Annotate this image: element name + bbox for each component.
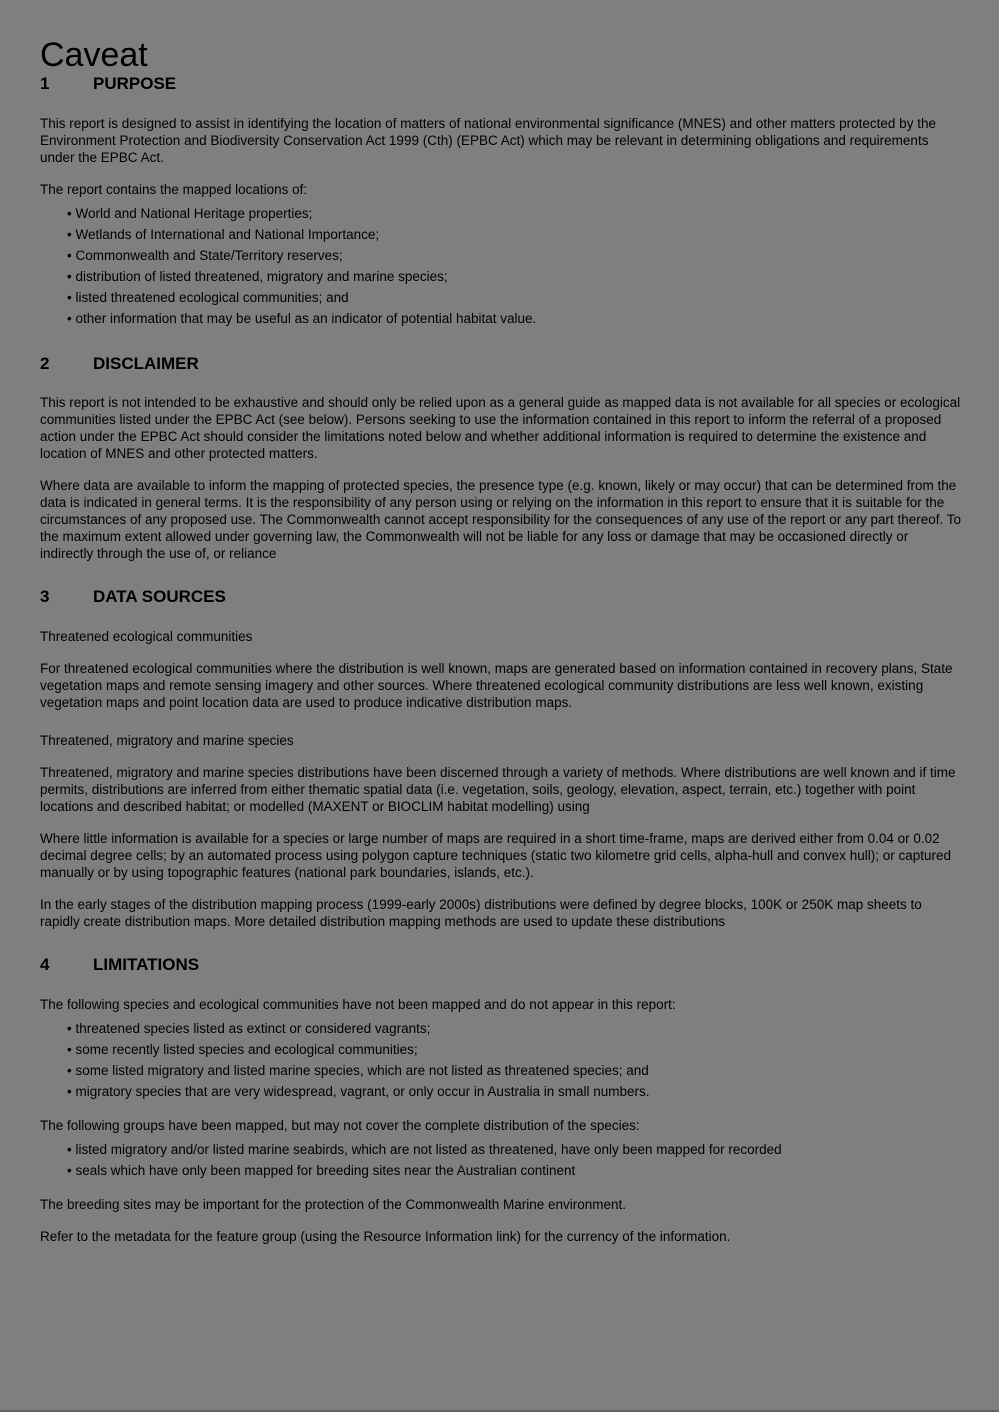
list-item: • threatened species listed as extinct or considered vagrants;	[67, 1018, 965, 1039]
section-disclaimer	[40, 355, 965, 563]
section-number: 4	[40, 955, 50, 975]
section-heading	[40, 956, 965, 975]
section-data-sources	[40, 588, 965, 930]
section-title: LIMITATIONS	[93, 955, 200, 975]
bullet-list	[40, 203, 965, 329]
section-heading	[40, 588, 965, 607]
paragraph: Refer to the metadata for the feature group (using the Resource Information link) for the currency of the information.	[40, 1228, 731, 1244]
paragraph: The following species and ecological communities have not been mapped and do not appear in this report:	[40, 996, 676, 1012]
section-heading	[40, 355, 965, 374]
list-item: • some recently listed species and ecological communities;	[67, 1039, 965, 1060]
document-body	[40, 75, 965, 1245]
paragraph: The report contains the mapped locations of:	[40, 181, 308, 197]
bullet-list	[40, 1139, 965, 1181]
section-title: PURPOSE	[93, 74, 177, 93]
section-number: 1	[40, 74, 50, 93]
section-limitations	[40, 956, 965, 1245]
list-item: • other information that may be useful as an indicator of potential habitat value.	[67, 308, 965, 329]
paragraph: This report is not intended to be exhaustive and should only be relied upon as a general guide as mapped data is not available for all species or ecological communities listed under the EPBC Act (see below). Persons seeking to use the information contained in this report to inform the referral of a proposed action under the EPBC Act should consider the limitations noted below and whether additional information is required to determine the existence and location of MNES and other protected matters.	[40, 395, 961, 462]
list-item: • seals which have only been mapped for breeding sites near the Australian continent	[67, 1160, 965, 1181]
paragraph: The following groups have been mapped, but may not cover the complete distribution of the species:	[40, 1117, 640, 1133]
subsection-heading: Threatened, migratory and marine species	[40, 733, 294, 749]
section-purpose	[40, 75, 965, 329]
section-title: DISCLAIMER	[93, 353, 199, 373]
list-item: • Wetlands of International and National Importance;	[67, 224, 965, 245]
paragraph: Where little information is available for a species or large number of maps are required in a short time-frame, maps are derived either from 0.04 or 0.02 decimal degree cells; by an automated process using polygon capture techniques (static two kilometre grid cells, alpha-hull and convex hull); or captured manually or by using topographic features (national park boundaries, islands, etc.).	[40, 831, 951, 881]
paragraph: The breeding sites may be important for the protection of the Commonwealth Marine environment.	[40, 1196, 627, 1212]
list-item: • migratory species that are very widespread, vagrant, or only occur in Australia in small numbers.	[67, 1081, 965, 1102]
page-title: Caveat	[40, 36, 148, 74]
bullet-list	[40, 1018, 965, 1102]
paragraph: For threatened ecological communities where the distribution is well known, maps are generated based on information contained in recovery plans, State vegetation maps and remote sensing imagery and other sources. Where threatened ecological community distributions are less well known, existing vegetation maps and point location data are used to produce indicative distribution maps.	[40, 661, 953, 711]
section-title: DATA SOURCES	[93, 587, 226, 607]
subsection-heading: Threatened ecological communities	[40, 629, 253, 645]
paragraph: Where data are available to inform the mapping of protected species, the presence type (e.g. known, likely or may occur) that can be determined from the data is indicated in general terms. It is the responsibility of any person using or relying on the information in this report to ensure that it is suitable for the circumstances of any proposed use. The Commonwealth cannot accept responsibility for the consequences of any use of the report or any part thereof. To the maximum extent allowed under governing law, the Commonwealth will not be liable for any loss or damage that may be occasioned directly or indirectly through the use of, or reliance	[40, 478, 962, 562]
paragraph: This report is designed to assist in identifying the location of matters of national environmental significance (MNES) and other matters protected by the Environment Protection and Biodiversity Conservation Act 1999 (Cth) (EPBC Act) which may be relevant in determining obligations and requirements under the EPBC Act.	[40, 115, 936, 165]
paragraph: Threatened, migratory and marine species distributions have been discerned through a variety of methods. Where distributions are well known and if time permits, distributions are inferred from either thematic spatial data (i.e. vegetation, soils, geology, elevation, aspect, terrain, etc.) together with point locations and described habitat; or modelled (MAXENT or BIOCLIM habitat modelling) using	[40, 765, 956, 815]
paragraph: In the early stages of the distribution mapping process (1999-early 2000s) distributions were defined by degree blocks, 100K or 250K map sheets to rapidly create distribution maps. More detailed distribution mapping methods are used to update these distributions	[40, 897, 922, 930]
list-item: • Commonwealth and State/Territory reserves;	[67, 245, 965, 266]
section-number: 2	[40, 353, 50, 373]
list-item: • listed migratory and/or listed marine seabirds, which are not listed as threatened, have only been mapped for recorded	[67, 1139, 965, 1160]
list-item: • World and National Heritage properties;	[67, 203, 965, 224]
list-item: • distribution of listed threatened, migratory and marine species;	[67, 266, 965, 287]
list-item: • some listed migratory and listed marine species, which are not listed as threatened species; and	[67, 1060, 965, 1081]
list-item: • listed threatened ecological communities; and	[67, 287, 965, 308]
section-number: 3	[40, 587, 50, 607]
section-heading	[40, 75, 965, 94]
